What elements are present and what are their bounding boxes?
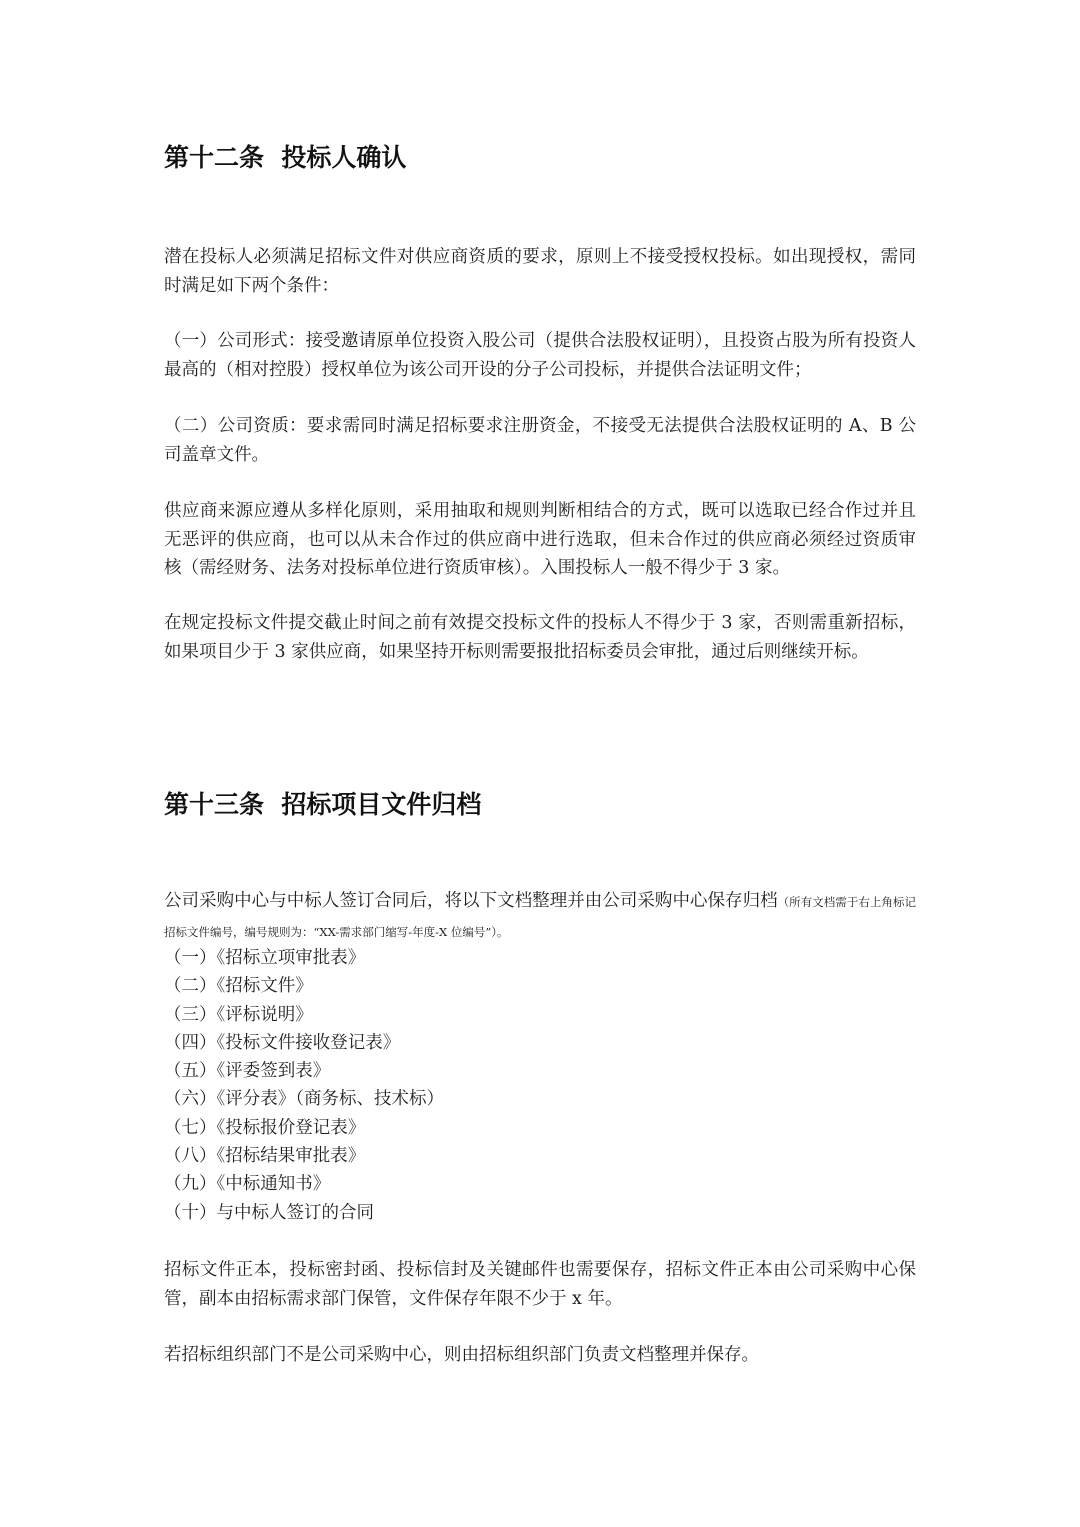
list-item: （四）《投标文件接收登记表》 <box>164 1032 401 1053</box>
list-item: （五）《评委签到表》 <box>164 1061 331 1082</box>
section-13-paragraph-other-department: 若招标组织部门不是公司采购中心，则由招标组织部门负责文档整理并保存。 <box>164 1345 759 1365</box>
list-item: （一）《招标立项审批表》 <box>164 948 366 968</box>
list-item: （三）《评标说明》 <box>164 1004 313 1025</box>
section-13-intro-note: （所有文档需于右上角标记招标文件编号，编号规则为：“XX-需求部门缩写-年度-X 位编号”）。 <box>164 895 916 939</box>
section-13-paragraph-retention: 招标文件正本，投标密封函、投标信封及关键邮件也需要保存，招标文件正本由公司采购中心保管，副本由招标需求部门保管，文件保存年限不少于 x 年。 <box>164 1260 916 1309</box>
section-13-intro-main: 公司采购中心与中标人签订合同后，将以下文档整理并由公司采购中心保存归档 <box>164 891 778 911</box>
section-12-condition-1: （一）公司形式：接受邀请原单位投资入股公司（提供合法股权证明），且投资占股为所有投资人最高的（相对控股）授权单位为该公司开设的分子公司投标，并提供合法证明文件； <box>164 331 916 380</box>
list-item: （十）与中标人签订的合同 <box>164 1202 374 1223</box>
section-13-intro <box>164 887 916 946</box>
list-item: （九）《中标通知书》 <box>164 1174 331 1195</box>
section-12-condition-2: （二）公司资质：要求需同时满足招标要求注册资金，不接受无法提供合法股权证明的 A、B 公司盖章文件。 <box>164 416 916 465</box>
list-item: （八）《招标结果审批表》 <box>164 1146 366 1167</box>
list-item: （二）《招标文件》 <box>164 976 313 997</box>
section-12-title: 第十二条 投标人确认 <box>164 143 407 172</box>
archive-document-list <box>164 944 916 1227</box>
section-12-paragraph-min-bidders: 在规定投标文件提交截止时间之前有效提交投标文件的投标人不得少于 3 家，否则需重新招标，如果项目少于 3 家供应商，如果坚持开标则需要报批招标委员会审批，通过后则继续开标。 <box>164 613 916 662</box>
list-item: （七）《投标报价登记表》 <box>164 1117 366 1138</box>
section-12-paragraph-1: 潜在投标人必须满足招标文件对供应商资质的要求，原则上不接受授权投标。如出现授权，需同时满足如下两个条件： <box>164 247 916 296</box>
list-item: （六）《评分表》（商务标、技术标） <box>164 1089 444 1110</box>
section-13-title: 第十三条 招标项目文件归档 <box>164 790 482 819</box>
section-12-paragraph-supplier-source: 供应商来源应遵从多样化原则，采用抽取和规则判断相结合的方式，既可以选取已经合作过并且无恶评的供应商，也可以从未合作过的供应商中进行选取，但未合作过的供应商必须经过资质审核（需经财务、法务对投标单位进行资质审核）。入围投标人一般不得少于 3 家。 <box>164 501 916 578</box>
